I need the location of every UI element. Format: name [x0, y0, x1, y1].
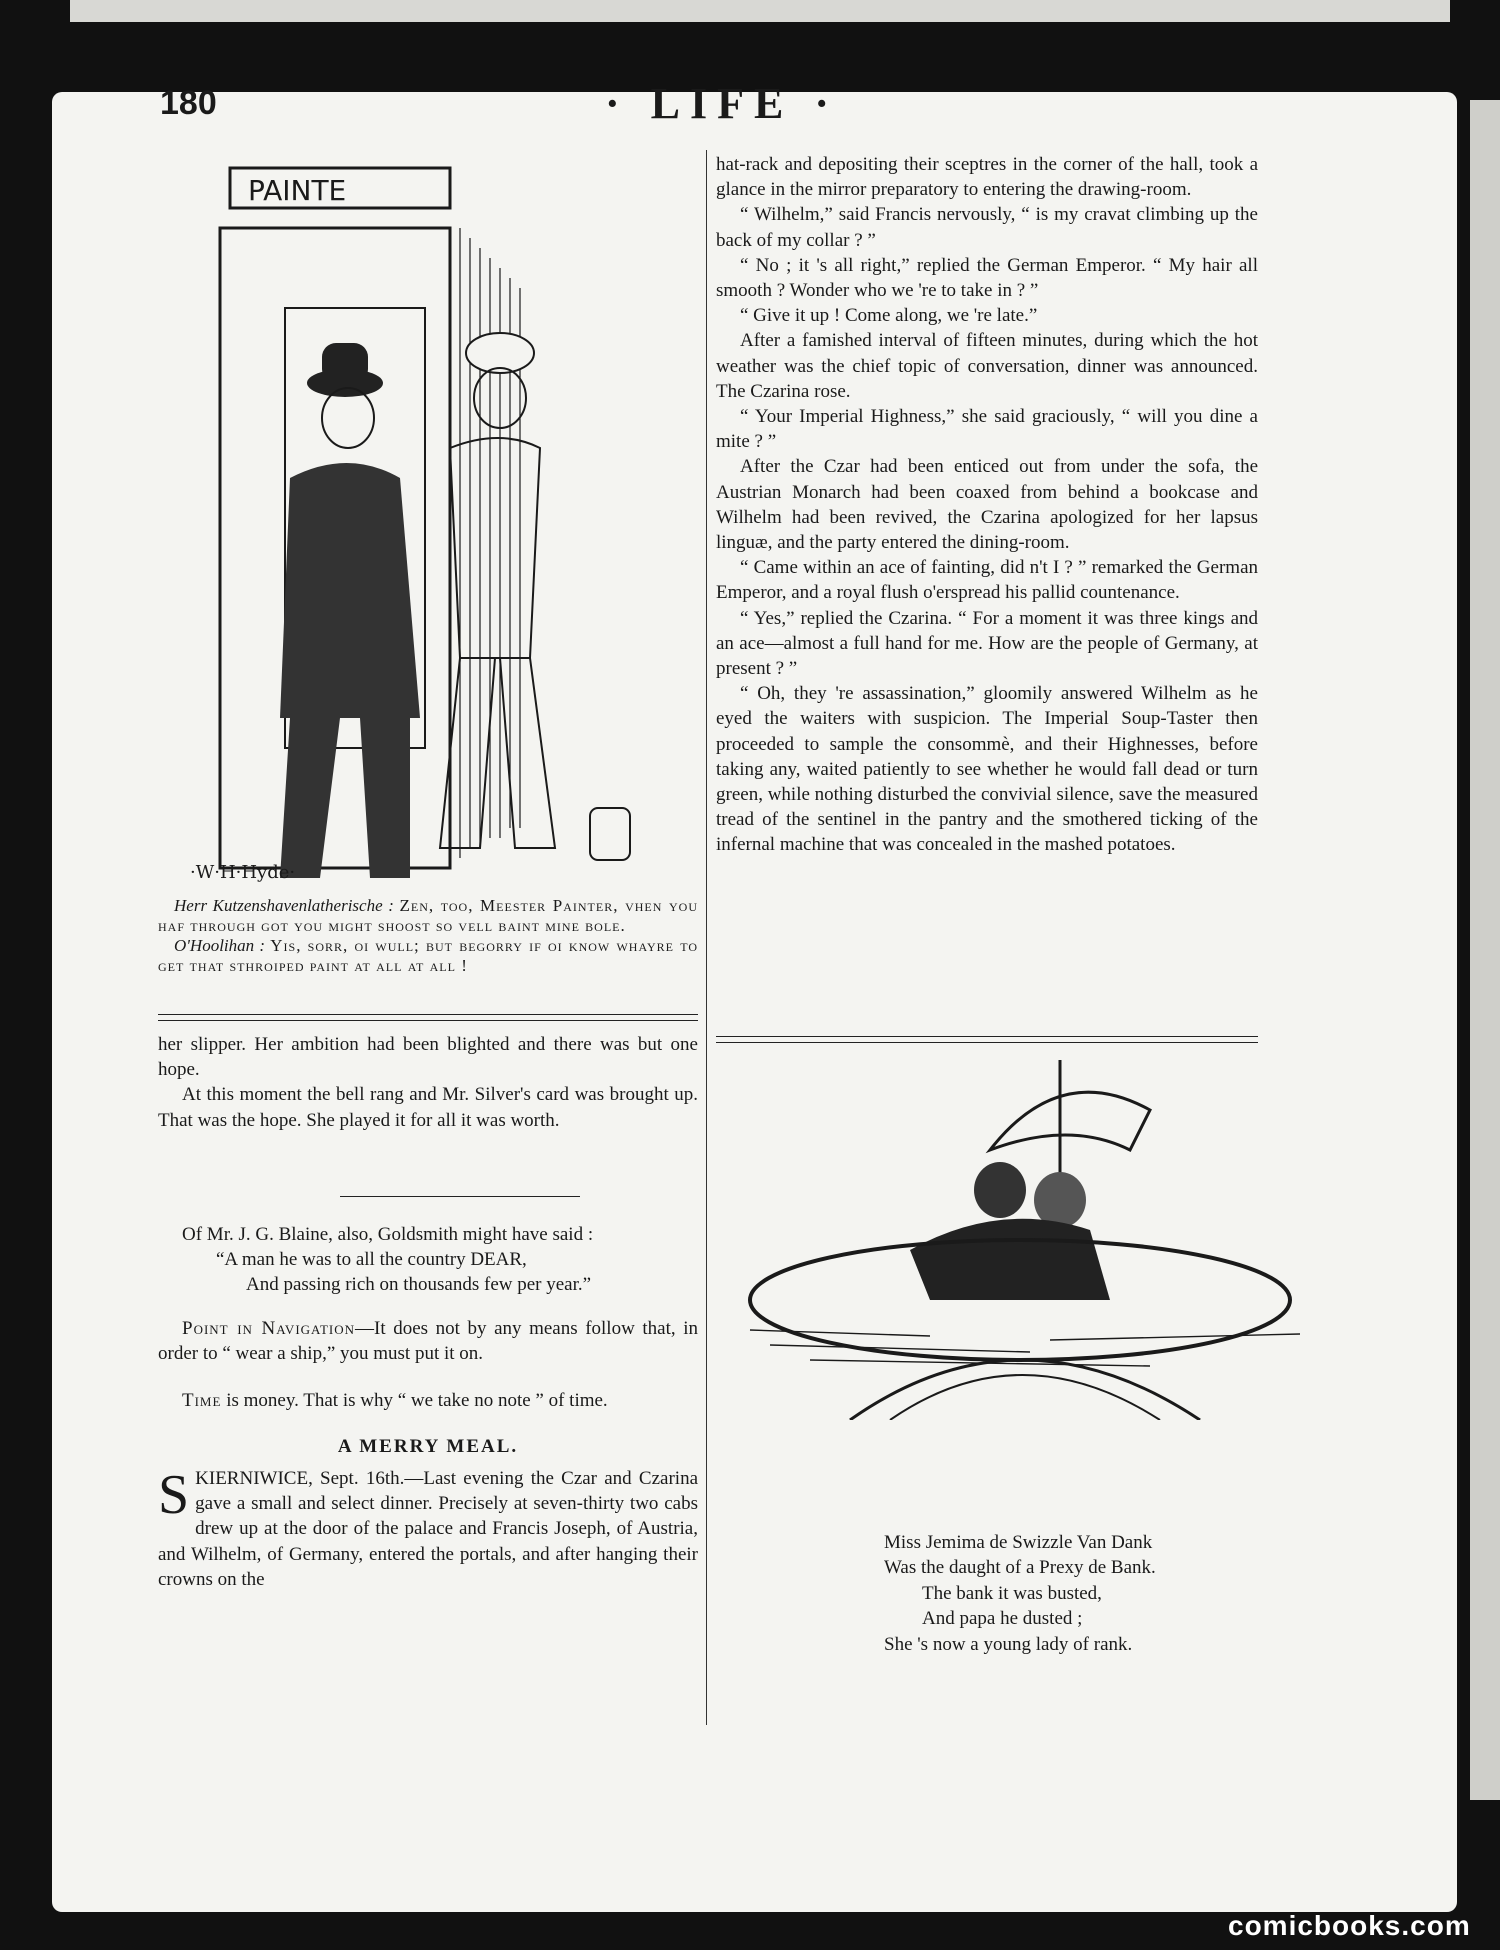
merry-meal-title: A MERRY MEAL. — [337, 1436, 519, 1457]
navigation-heading: Point in Navigation — [182, 1318, 356, 1339]
meal-paragraph-5: After a famished interval of fifteen minutes, during which the hot weather was the chief topic of conversation, dinner was announced. The Czarina rose. — [716, 330, 1258, 402]
meal-paragraph-2: “ Wilhelm,” said Francis nervously, “ is my cravat climbing up the back of my collar ? ” — [716, 204, 1258, 251]
column-divider — [706, 150, 707, 1725]
continued-paragraph-2: At this moment the bell rang and Mr. Silver's card was brought up. That was the hope. She played it for all it was worth. — [158, 1084, 698, 1131]
navigation-paragraph — [158, 1316, 698, 1366]
continued-story-text — [158, 1032, 698, 1133]
scan-edge-top — [70, 0, 1450, 22]
drop-cap: S — [158, 1464, 190, 1526]
merry-meal-continued — [716, 152, 1258, 858]
verse-line-3: The bank it was busted, — [922, 1582, 1102, 1604]
swizzle-verse — [884, 1530, 1304, 1657]
blaine-verse-1: “A man he was to all the country DEAR, — [216, 1249, 527, 1271]
painter-cartoon-illustration — [170, 158, 700, 948]
navigation-text: —It does not by any means follow that, in order to “ wear a ship,” you must put it on. — [158, 1318, 698, 1365]
meal-paragraph-7: After the Czar had been enticed out from under the sofa, the Austrian Monarch had been coaxed from behind a bookcase and Wilhelm had been revived, the Czarina apologized for her lapsus linguæ, and the party entered the dining-room. — [716, 456, 1258, 554]
meal-paragraph-3: “ No ; it 's all right,” replied the German Emperor. “ My hair all smooth ? Wonder who we 're to take in ? ” — [716, 254, 1258, 302]
time-heading: Time — [182, 1390, 222, 1411]
caption-speaker-2: O'Hoolihan : — [174, 936, 266, 955]
blaine-quote — [158, 1222, 698, 1298]
section-rule-left — [158, 1014, 698, 1021]
short-rule — [340, 1196, 580, 1197]
meal-paragraph-10: “ Oh, they 're assassination,” gloomily answered Wilhelm as he eyed the waiters with suspicion. The Imperial Soup-Taster then proceeded to sample the consommè, and their Highnesses, before taking any, waited patiently to see whether he would fall dead or turn green, while nothing disturbed the convivial silence, save the measured tread of the sentinel in the pantry and the smothered ticking of the infernal machine that was concealed in the mashed potatoes. — [716, 683, 1258, 856]
continued-paragraph-1: her slipper. Her ambition had been blighted and there was but one hope. — [158, 1034, 698, 1081]
meal-paragraph-8: “ Came within an ace of fainting, did n't I ? ” remarked the German Emperor, and a royal flush o'erspread his pallid countenance. — [716, 557, 1258, 604]
sign-text: PAINTE — [248, 174, 347, 207]
merry-meal-text: KIERNIWICE, Sept. 16th.—Last evening the Czar and Czarina gave a small and select dinner. Precisely at seven-thirty two cabs drew up at the door of the palace and Francis Joseph, of Austria, and Wilhelm, of Germany, entered the portals, and after hanging their crowns on the — [158, 1468, 698, 1590]
meal-paragraph-1: hat-rack and depositing their sceptres in the corner of the hall, took a glance in the mirror preparatory to entering the drawing-room. — [716, 154, 1258, 201]
caption-speaker-1: Herr Kutzenshavenlatherische : — [174, 896, 394, 915]
page-number: 180 — [160, 84, 217, 122]
meal-paragraph-9: “ Yes,” replied the Czarina. “ For a moment it was three kings and an ace—almost a full hand for me. How are the people of Germany, at present ? ” — [716, 607, 1258, 680]
meal-paragraph-6: “ Your Imperial Highness,” she said graciously, “ will you dine a mite ? ” — [716, 406, 1258, 453]
verse-line-4: And papa he dusted ; — [922, 1608, 1083, 1630]
site-watermark: comicbooks.com — [1228, 1910, 1471, 1941]
scan-edge-right — [1470, 100, 1500, 1800]
blaine-intro: Of Mr. J. G. Blaine, also, Goldsmith might have said : — [182, 1224, 594, 1245]
umbrella-boat-cartoon-illustration — [730, 1000, 1320, 1420]
blaine-verse-2: And passing rich on thousands few per year.” — [246, 1274, 592, 1296]
verse-line-2: Was the daught of a Prexy de Bank. — [884, 1557, 1156, 1579]
merry-meal-body — [158, 1466, 698, 1592]
meal-paragraph-4: “ Give it up ! Come along, we 're late.” — [740, 305, 1038, 327]
painter-cartoon-caption — [158, 896, 698, 976]
caption-line-1: Zen, too, Meester Painter, vhen you haf through got you might shoost so vell baint mine bole. — [158, 896, 699, 935]
caption-line-2: Yis, sorr, oi wull; but begorry if oi know whayre to get that sthroiped paint at all at all ! — [158, 936, 699, 975]
masthead: · LIFE · — [605, 79, 840, 128]
verse-line-5: She 's now a young lady of rank. — [884, 1633, 1133, 1655]
verse-line-1: Miss Jemima de Swizzle Van Dank — [884, 1532, 1153, 1553]
artist-signature: ·W·H·Hyde· — [190, 862, 296, 883]
time-text: is money. That is why “ we take no note ” of time. — [221, 1390, 608, 1411]
time-paragraph — [158, 1388, 698, 1413]
